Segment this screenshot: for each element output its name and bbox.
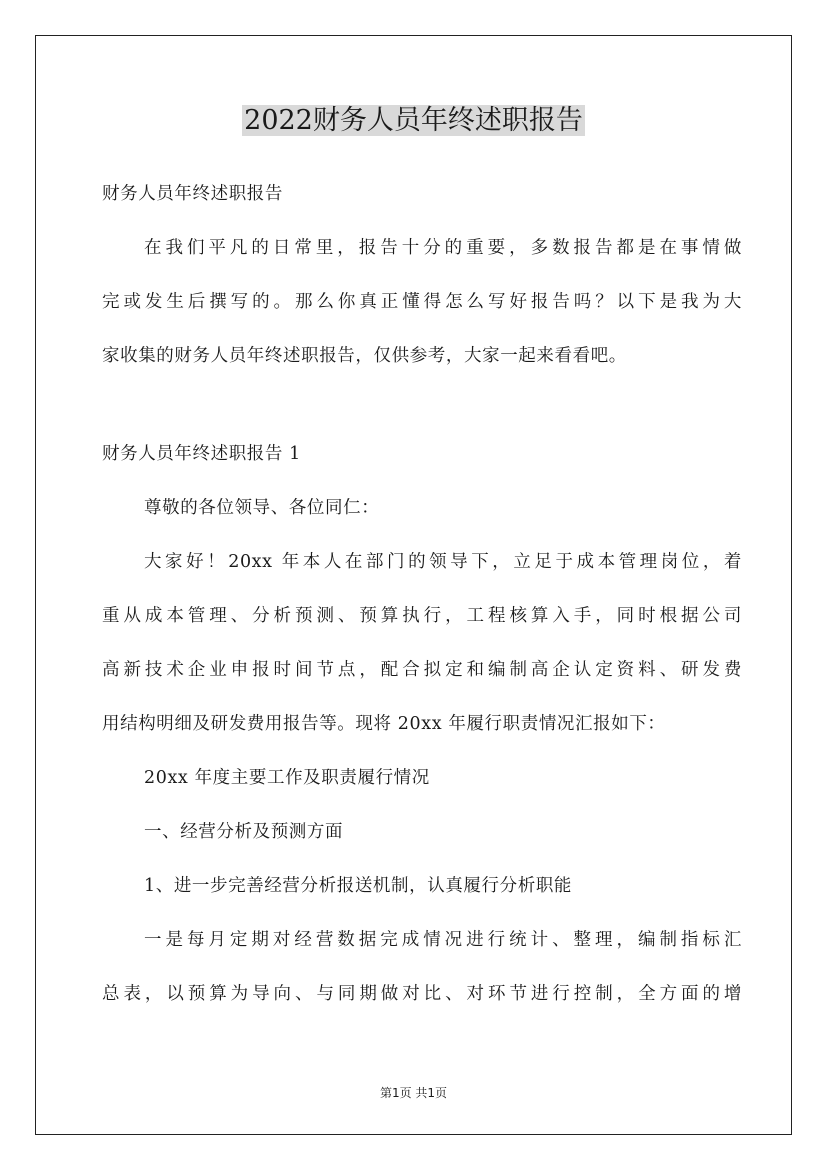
- para1-line-1: 大家好！20xx 年本人在部门的领导下，立足于成本管理岗位，着: [144, 552, 742, 572]
- para1-line-2: 重从成本管理、分析预测、预算执行，工程核算入手，同时根据公司: [102, 606, 742, 626]
- para1-line-4: 用结构明细及研发费用报告等。现将 20xx 年履行职责情况汇报如下：: [102, 714, 666, 734]
- document-title-text: 2022财务人员年终述职报告: [244, 105, 583, 136]
- section-heading: 财务人员年终述职报告 1: [102, 444, 301, 464]
- document-body: [102, 174, 742, 1028]
- intro-line-1: 在我们平凡的日常里，报告十分的重要，多数报告都是在事情做: [144, 238, 742, 258]
- intro-line-2: 完或发生后撰写的。那么你真正懂得怎么写好报告吗？以下是我为大: [102, 292, 742, 312]
- para1-line-3: 高新技术企业申报时间节点，配合拟定和编制高企认定资料、研发费: [102, 660, 742, 680]
- page-footer: 第1页 共1页: [379, 1086, 448, 1100]
- intro-line-3: 家收集的财务人员年终述职报告，仅供参考，大家一起来看看吧。: [102, 346, 627, 366]
- part1-heading: 一、经营分析及预测方面: [144, 822, 344, 842]
- item1-heading: 1、进一步完善经营分析报送机制，认真履行分析职能: [144, 876, 573, 896]
- work-heading: 20xx 年度主要工作及职责履行情况: [144, 768, 430, 788]
- subtitle: 财务人员年终述职报告: [102, 184, 283, 204]
- document-title: [0, 103, 827, 139]
- paragraph-gap: [102, 390, 742, 434]
- greeting: 尊敬的各位领导、各位同仁：: [144, 498, 380, 518]
- para2-line-1: 一是每月定期对经营数据完成情况进行统计、整理，编制指标汇: [144, 930, 742, 950]
- para2-line-2: 总表，以预算为导向、与同期做对比、对环节进行控制，全方面的增: [102, 984, 742, 1004]
